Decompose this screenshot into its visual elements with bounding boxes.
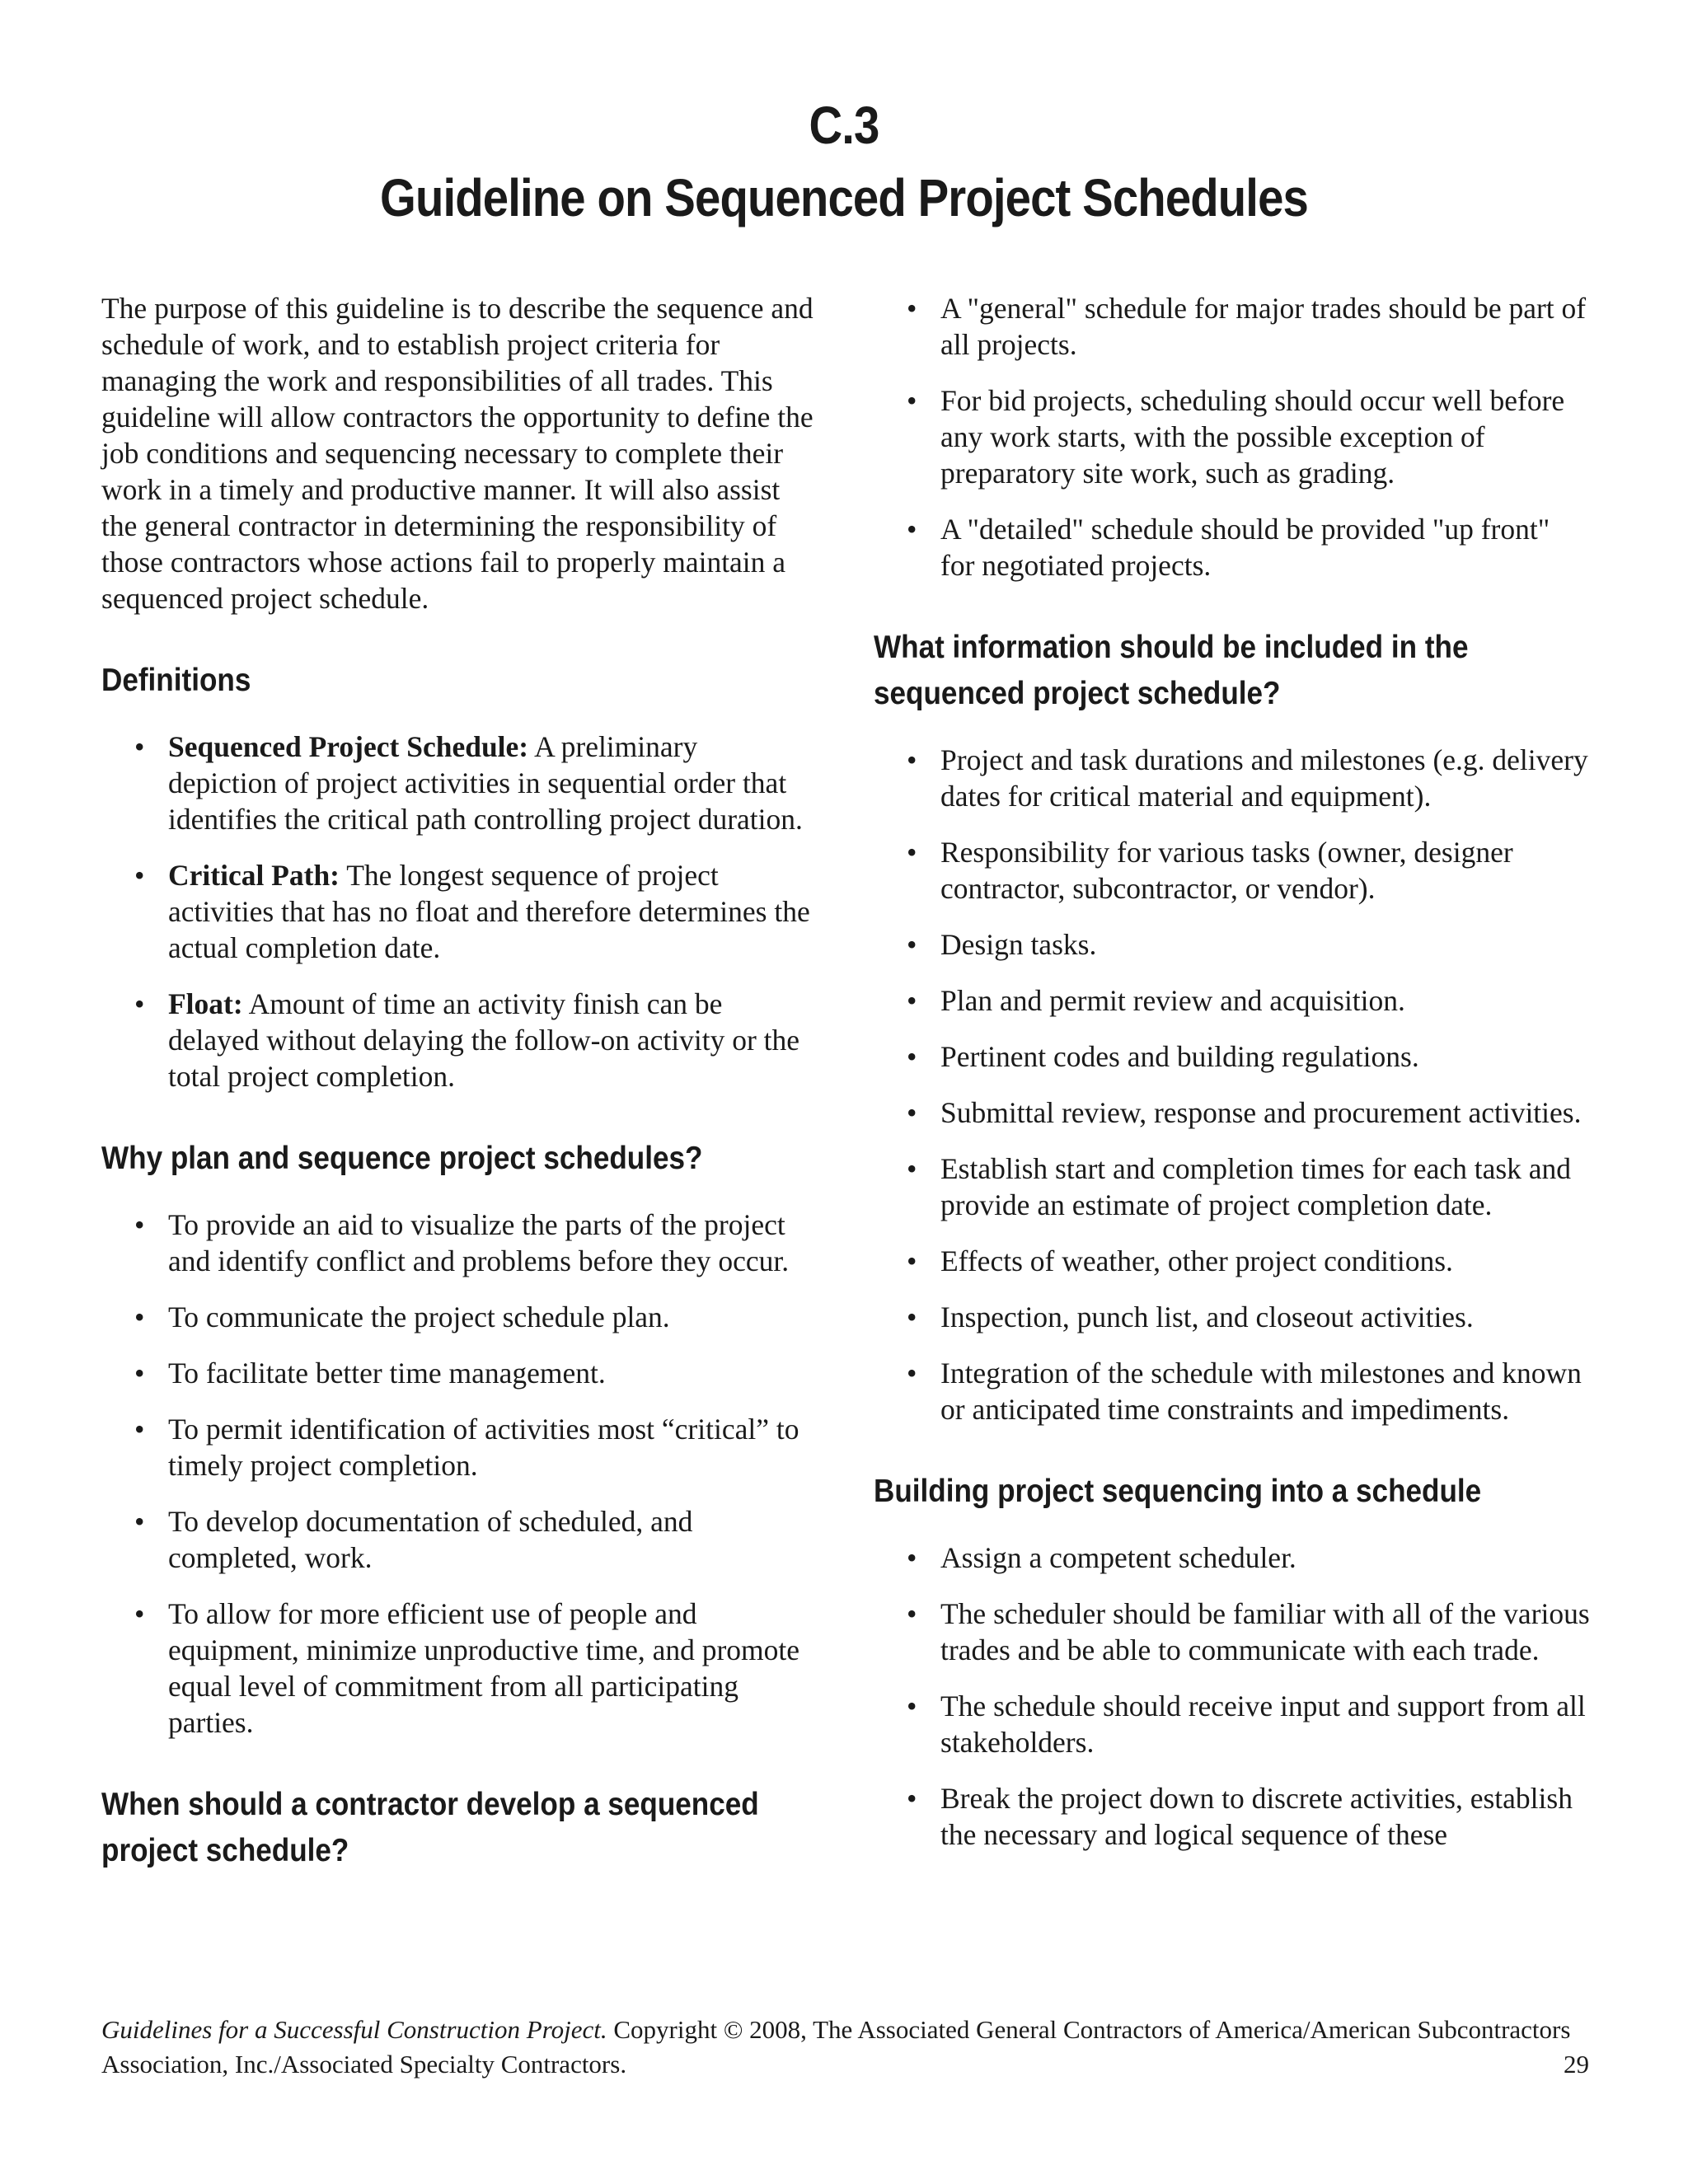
- list-item: • Break the project down to discrete activities, establish the necessary and logical sequence of these: [907, 1782, 1573, 1851]
- list-item-text: Plan and permit review and acquisition.: [940, 984, 1405, 1017]
- section-code: C.3: [809, 96, 879, 155]
- term: Critical Path:: [168, 859, 340, 892]
- list-item-text: Project and task durations and milestones (e.g. delivery dates for critical material and equipment).: [940, 743, 1588, 813]
- term: Sequenced Project Schedule:: [168, 730, 529, 763]
- list-item: • Design tasks.: [907, 928, 1097, 961]
- copyright-text: Copyright © 2008, The Associated General Contractors of America/American Subcontractors Association, Inc./Associated Specialty Contractors.: [101, 2015, 1571, 2079]
- definition-text: A preliminary depiction of project activities in sequential order that identifies the critical path controlling project duration.: [168, 730, 803, 836]
- left-column: [101, 290, 814, 1899]
- list-item: • A "general" schedule for major trades should be part of all projects.: [907, 292, 1587, 361]
- list-item: • Project and task durations and milestones (e.g. delivery dates for critical material and equipment).: [907, 743, 1588, 813]
- list-item-text: Responsibility for various tasks (owner, designer contractor, subcontractor, or vendor).: [940, 836, 1513, 905]
- list-item: • For bid projects, scheduling should occur well before any work starts, with the possible exception of preparatory site work, such as grading.: [907, 384, 1565, 490]
- list-item: • Float: Amount of time an activity finish can be delayed without delaying the follow-on activity or the total project completion.: [134, 987, 800, 1093]
- list-item-text: To provide an aid to visualize the parts of the project and identify conflict and problems before they occur.: [168, 1208, 790, 1277]
- book-title: Guidelines for a Successful Construction Project.: [101, 2015, 607, 2044]
- term: Float:: [168, 987, 243, 1020]
- building-list: [874, 1540, 1591, 1853]
- list-item-text: The scheduler should be familiar with all of the various trades and be able to communicate with each trade.: [940, 1597, 1590, 1666]
- list-item: • Critical Path: The longest sequence of project activities that has no float and therefore determines the actual completion date.: [134, 859, 810, 964]
- list-item: • To provide an aid to visualize the parts of the project and identify conflict and problems before they occur.: [134, 1208, 790, 1277]
- list-item-text: Pertinent codes and building regulations.: [940, 1040, 1419, 1073]
- why-heading: Why plan and sequence project schedules?: [101, 1141, 703, 1176]
- list-item-text: Inspection, punch list, and closeout activities.: [940, 1301, 1474, 1333]
- list-item: • Sequenced Project Schedule: A preliminary depiction of project activities in sequential order that identifies the critical path controlling project duration.: [134, 730, 803, 836]
- list-item-text: Submittal review, response and procurement activities.: [940, 1096, 1582, 1129]
- list-item: • Plan and permit review and acquisition.: [907, 984, 1405, 1017]
- list-item: • To allow for more efficient use of people and equipment, minimize unproductive time, and promote equal level of commitment from all participating parties.: [134, 1597, 800, 1739]
- when-list: [874, 290, 1591, 583]
- why-list: [101, 1207, 814, 1741]
- page-number: 29: [1564, 2050, 1589, 2079]
- list-item-text: The schedule should receive input and support from all stakeholders.: [940, 1690, 1586, 1759]
- footer-citation: [101, 2013, 1589, 2082]
- list-item-text: Break the project down to discrete activities, establish the necessary and logical sequence of these: [940, 1782, 1573, 1851]
- page-title: Guideline on Sequenced Project Schedules: [380, 168, 1308, 227]
- definitions-list: [101, 729, 814, 1094]
- list-item: • Integration of the schedule with milestones and known or anticipated time constraints and impediments.: [907, 1357, 1582, 1426]
- list-item-text: For bid projects, scheduling should occur well before any work starts, with the possible exception of preparatory site work, such as grading.: [940, 384, 1565, 490]
- list-item-text: Integration of the schedule with milestones and known or anticipated time constraints and impediments.: [940, 1357, 1582, 1426]
- list-item: • The scheduler should be familiar with all of the various trades and be able to communicate with each trade.: [907, 1597, 1590, 1666]
- list-item-text: To develop documentation of scheduled, and completed, work.: [168, 1505, 693, 1574]
- list-item-text: To communicate the project schedule plan.: [168, 1301, 670, 1333]
- list-item-text: Assign a competent scheduler.: [940, 1541, 1296, 1574]
- definitions-heading: Definitions: [101, 663, 251, 698]
- list-item-text: To facilitate better time management.: [168, 1357, 606, 1390]
- right-column: [874, 290, 1591, 1894]
- list-item: • To develop documentation of scheduled, and completed, work.: [134, 1505, 693, 1574]
- list-item-text: To permit identification of activities most “critical” to timely project completion.: [168, 1413, 799, 1482]
- list-item: • Pertinent codes and building regulations.: [907, 1040, 1419, 1073]
- list-item-text: Design tasks.: [940, 928, 1097, 961]
- page-header: [101, 89, 1587, 234]
- list-item: • Responsibility for various tasks (owner, designer contractor, subcontractor, or vendor).: [907, 836, 1513, 905]
- page-footer: [101, 2013, 1589, 2082]
- list-item-text: Effects of weather, other project conditions.: [940, 1244, 1453, 1277]
- list-item-text: A "detailed" schedule should be provided "up front" for negotiated projects.: [940, 513, 1550, 582]
- list-item-text: To allow for more efficient use of people and equipment, minimize unproductive time, and promote equal level of commitment from all participating parties.: [168, 1597, 800, 1739]
- list-item: • Inspection, punch list, and closeout activities.: [907, 1301, 1474, 1333]
- what-list: [874, 742, 1591, 1427]
- list-item: • Effects of weather, other project conditions.: [907, 1244, 1453, 1277]
- building-heading: Building project sequencing into a schedule: [874, 1474, 1482, 1509]
- list-item: • Submittal review, response and procurement activities.: [907, 1096, 1582, 1129]
- what-heading: What information should be included in the sequenced project schedule?: [874, 630, 1469, 711]
- list-item: • A "detailed" schedule should be provided "up front" for negotiated projects.: [907, 513, 1550, 582]
- list-item: • Establish start and completion times for each task and provide an estimate of project completion date.: [907, 1152, 1572, 1221]
- when-heading: When should a contractor develop a sequenced project schedule?: [101, 1787, 759, 1868]
- list-item: • To facilitate better time management.: [134, 1357, 606, 1390]
- list-item-text: A "general" schedule for major trades should be part of all projects.: [940, 292, 1587, 361]
- list-item: • The schedule should receive input and support from all stakeholders.: [907, 1690, 1586, 1759]
- list-item: • To communicate the project schedule plan.: [134, 1301, 670, 1333]
- definition-text: Amount of time an activity finish can be delayed without delaying the follow-on activity or the total project completion.: [168, 987, 800, 1093]
- definition-text: The longest sequence of project activities that has no float and therefore determines the actual completion date.: [168, 859, 810, 964]
- list-item-text: Establish start and completion times for each task and provide an estimate of project completion date.: [940, 1152, 1572, 1221]
- list-item: • To permit identification of activities most “critical” to timely project completion.: [134, 1413, 799, 1482]
- list-item: • Assign a competent scheduler.: [907, 1541, 1296, 1574]
- intro-paragraph: The purpose of this guideline is to describe the sequence and schedule of work, and to establish project criteria for managing the work and responsibilities of all trades. This guideline will allow contractors the opportunity to define the job conditions and sequencing necessary to complete their work in a timely and productive manner. It will also assist the general contractor in determining the responsibility of those contractors whose actions fail to properly maintain a sequenced project schedule.: [101, 292, 814, 615]
